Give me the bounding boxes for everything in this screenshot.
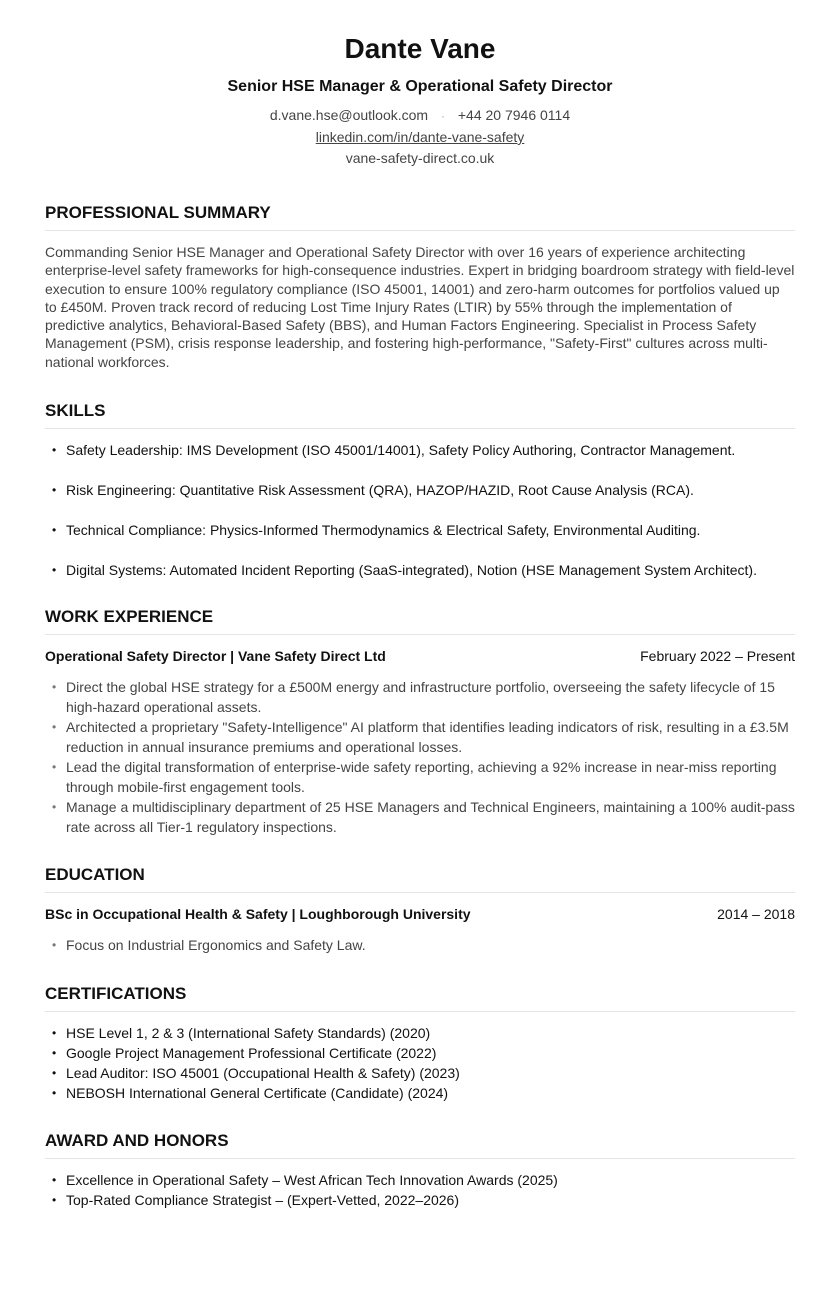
summary-section [45,202,795,371]
candidate-name: Dante Vane [344,33,496,64]
education-heading: EDUCATION [45,864,795,893]
bullet-icon: • [52,1086,57,1101]
job-bullet-text: Direct the global HSE strategy for a £500M energy and infrastructure portfolio, overseeing the safety lifecycle of 15 high-hazard operational assets. [66,679,775,716]
certification-text: NEBOSH International General Certificate (Candidate) (2024) [66,1085,449,1102]
contact-row-website [45,148,795,169]
education-bullet-text: Focus on Industrial Ergonomics and Safety Law. [66,937,366,954]
certifications-heading: CERTIFICATIONS [45,983,795,1012]
job-title: Operational Safety Director | Vane Safety Direct Ltd [45,648,386,665]
contact-row-primary [45,105,795,127]
bullet-icon: • [52,680,57,695]
job-header [45,646,795,666]
summary-heading: PROFESSIONAL SUMMARY [45,202,795,231]
certifications-list [45,1023,795,1103]
job-date: February 2022 – Present [640,648,795,665]
job-bullet [45,797,795,837]
certification-item [45,1063,795,1083]
bullet-icon: • [52,800,57,815]
skill-text: Digital Systems: Automated Incident Reporting (SaaS-integrated), Notion (HSE Management System Architect). [66,562,757,579]
bullet-icon: • [52,483,57,498]
email-text[interactable]: d.vane.hse@outlook.com [269,107,429,123]
education-date: 2014 – 2018 [717,906,795,923]
skill-item [45,520,795,540]
bullet-icon: • [52,938,57,953]
contact-separator: · [440,109,445,123]
bullet-icon: • [52,760,57,775]
job-bullet [45,677,795,717]
experience-heading: WORK EXPERIENCE [45,606,795,635]
certification-text: HSE Level 1, 2 & 3 (International Safety Standards) (2020) [66,1025,431,1042]
contact-block [45,105,795,169]
certification-item [45,1023,795,1043]
job-bullets [45,677,795,837]
skills-section [45,400,795,580]
bullet-icon: • [52,1173,57,1188]
education-bullets [45,935,795,955]
job-bullet-text: Lead the digital transformation of enterprise-wide safety reporting, achieving a 92% increase in near-miss reporting through mobile-first engagement tools. [66,759,777,796]
skill-item [45,480,795,500]
skill-text: Safety Leadership: IMS Development (ISO 45001/14001), Safety Policy Authoring, Contractor Management. [66,442,736,459]
certification-text: Google Project Management Professional Certificate (2022) [66,1045,437,1062]
linkedin-link[interactable]: linkedin.com/in/dante-vane-safety [315,129,525,145]
phone-text: +44 20 7946 0114 [457,107,571,123]
certification-item [45,1083,795,1103]
certification-text: Lead Auditor: ISO 45001 (Occupational Health & Safety) (2023) [66,1065,460,1082]
bullet-icon: • [52,1046,57,1061]
education-header [45,904,795,924]
job-bullet [45,757,795,797]
awards-section [45,1130,795,1210]
bullet-icon: • [52,1026,57,1041]
bullet-icon: • [52,443,57,458]
award-text: Excellence in Operational Safety – West African Tech Innovation Awards (2025) [66,1172,558,1189]
job-bullet [45,717,795,757]
bullet-icon: • [52,563,57,578]
certification-item [45,1043,795,1063]
job-bullet-text: Architected a proprietary "Safety-Intelligence" AI platform that identifies leading indicators of risk, resulting in a £3.5M reduction in annual insurance premiums and operational losses. [66,719,789,756]
skills-list [45,440,795,580]
education-bullet [45,935,795,955]
award-text: Top-Rated Compliance Strategist – (Expert-Vetted, 2022–2026) [66,1192,460,1209]
skill-item [45,560,795,580]
skill-text: Risk Engineering: Quantitative Risk Assessment (QRA), HAZOP/HAZID, Root Cause Analysis (RCA). [66,482,694,499]
job-bullet-text: Manage a multidisciplinary department of 25 HSE Managers and Technical Engineers, maintaining a 100% audit-pass rate across all Tier-1 regulatory inspections. [66,799,795,836]
degree-title: BSc in Occupational Health & Safety | Loughborough University [45,906,471,923]
awards-list [45,1170,795,1210]
resume-header [45,0,795,169]
education-section [45,864,795,955]
certifications-section [45,983,795,1103]
contact-row-linkedin [45,127,795,148]
bullet-icon: • [52,1193,57,1208]
summary-text: Commanding Senior HSE Manager and Operational Safety Director with over 16 years of experience architecting enterprise-level safety frameworks for high-consequence industries. Expert in bridging boardroom strategy with field-level execution to ensure 100% regulatory compliance (ISO 45001, 14001) and zero-harm outcomes for portfolios valued up to £450M. Proven track record of reducing Lost Time Injury Rates (LTIR) by 55% through the implementation of predictive analytics, Behavioral-Based Safety (BBS), and Human Factors Engineering. Specialist in Process Safety Management (PSM), crisis response leadership, and fostering high-performance, "Safety-First" cultures across multi-national workforces. [45,244,795,370]
candidate-role: Senior HSE Manager & Operational Safety Director [227,78,613,95]
award-item [45,1170,795,1190]
bullet-icon: • [52,720,57,735]
skill-item [45,440,795,460]
bullet-icon: • [52,523,57,538]
skills-heading: SKILLS [45,400,795,429]
award-item [45,1190,795,1210]
website-text[interactable]: vane-safety-direct.co.uk [345,150,495,166]
experience-section [45,606,795,837]
awards-heading: AWARD AND HONORS [45,1130,795,1159]
bullet-icon: • [52,1066,57,1081]
skill-text: Technical Compliance: Physics-Informed Thermodynamics & Electrical Safety, Environmental Auditing. [66,522,701,539]
